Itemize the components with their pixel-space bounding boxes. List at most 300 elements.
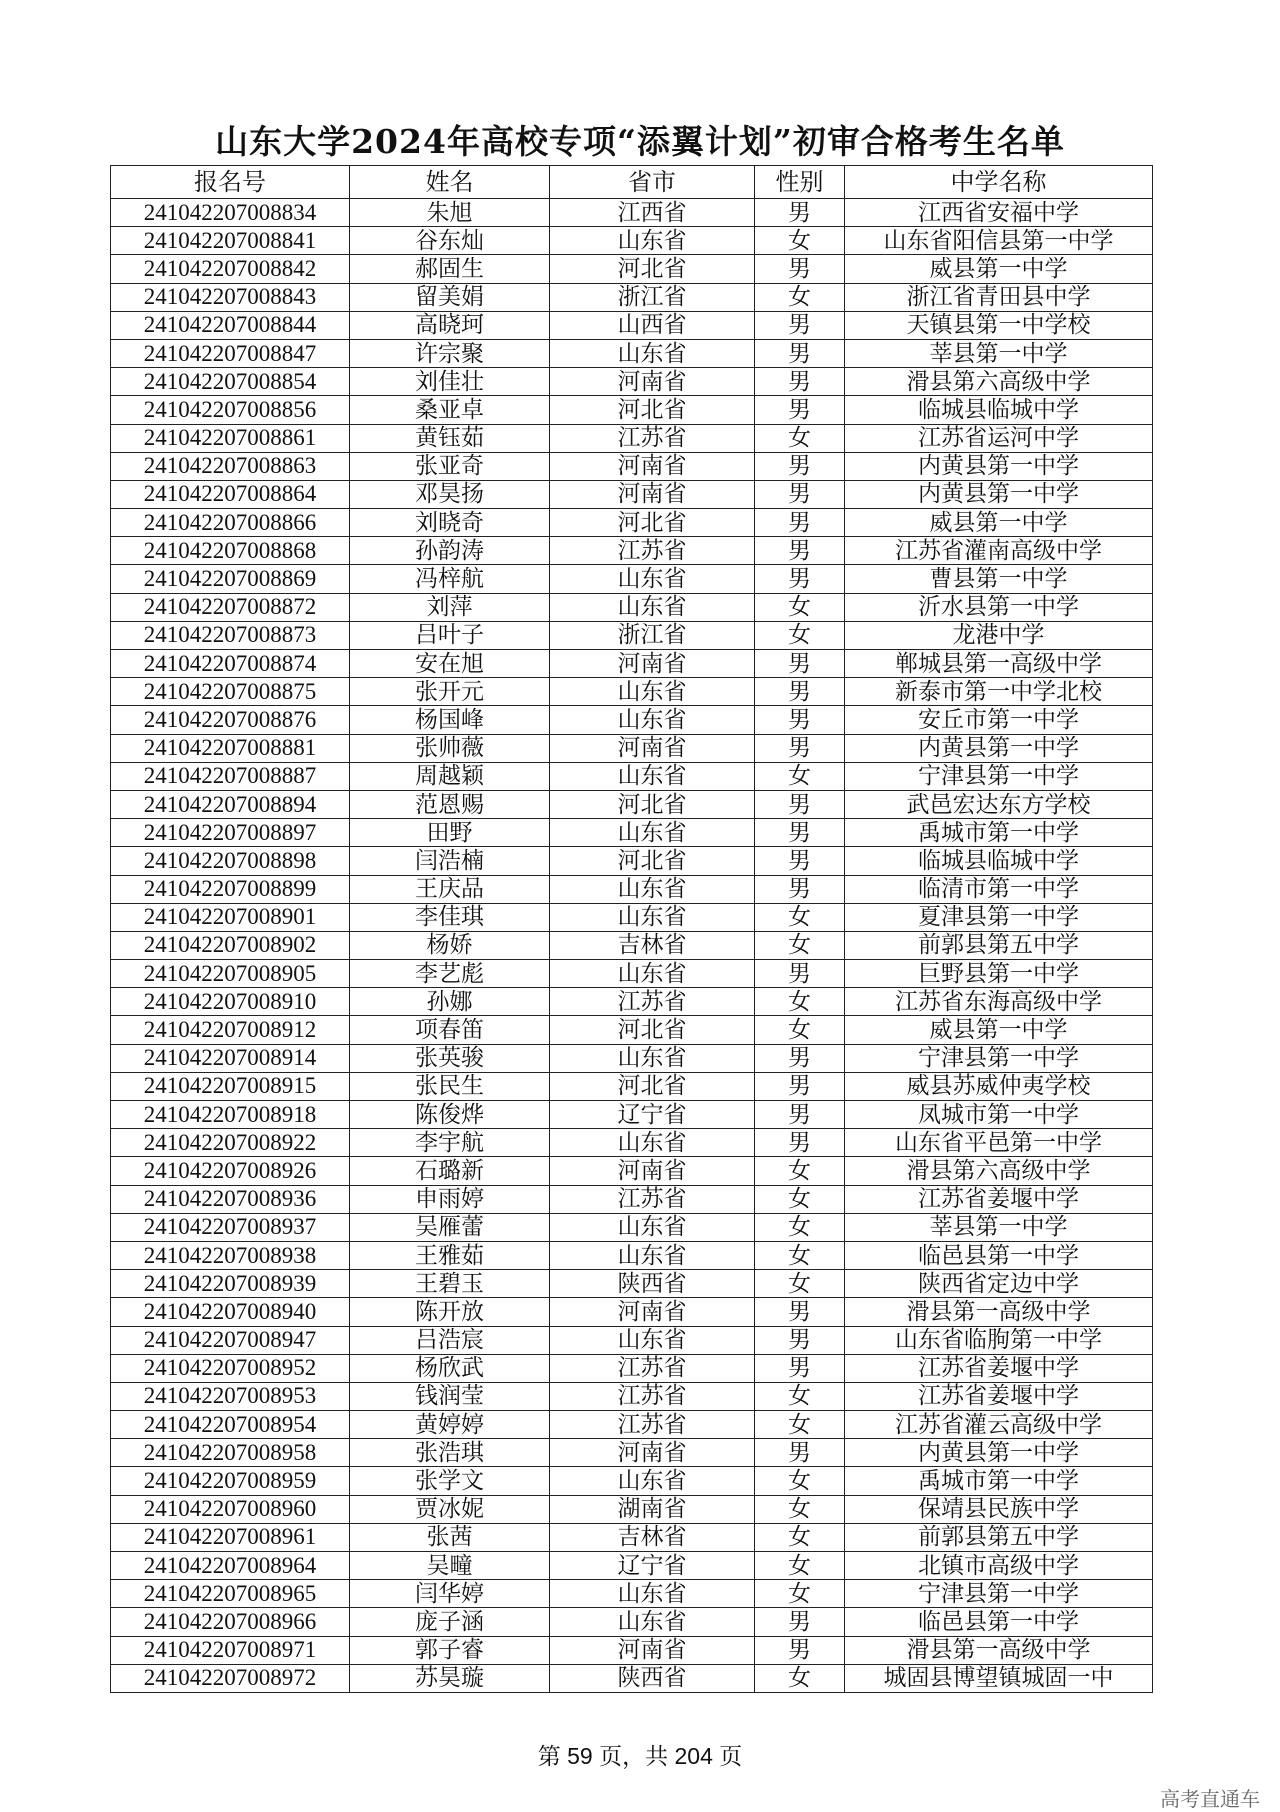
province-cell: 河南省 [550,1439,755,1467]
gender-cell: 男 [755,1101,845,1129]
gender-cell: 男 [755,650,845,678]
table-row [111,424,1153,452]
school-cell: 滑县第一高级中学 [845,1636,1153,1664]
gender-cell: 女 [755,1270,845,1298]
name-cell: 张开元 [350,678,550,706]
table-row [111,565,1153,593]
school-cell: 禹城市第一中学 [845,819,1153,847]
school-cell: 莘县第一中学 [845,1213,1153,1241]
province-cell: 陕西省 [550,1270,755,1298]
registration-number-cell: 241042207008899 [111,875,350,903]
gender-cell: 男 [755,480,845,508]
school-cell: 内黄县第一中学 [845,480,1153,508]
school-cell: 龙港中学 [845,621,1153,649]
school-cell: 凤城市第一中学 [845,1101,1153,1129]
name-cell: 项春笛 [350,1016,550,1044]
registration-number-cell: 241042207008965 [111,1580,350,1608]
table-row [111,1439,1153,1467]
gender-cell: 女 [755,1241,845,1269]
table-row [111,1241,1153,1269]
name-cell: 王碧玉 [350,1270,550,1298]
registration-number-cell: 241042207008847 [111,339,350,367]
gender-cell: 女 [755,988,845,1016]
school-cell: 内黄县第一中学 [845,1439,1153,1467]
school-cell: 临邑县第一中学 [845,1241,1153,1269]
gender-cell: 女 [755,1185,845,1213]
gender-cell: 男 [755,1044,845,1072]
school-cell: 天镇县第一中学校 [845,311,1153,339]
gender-cell: 女 [755,1382,845,1410]
registration-number-cell: 241042207008915 [111,1072,350,1100]
table-row [111,199,1153,227]
registration-number-cell: 241042207008958 [111,1439,350,1467]
name-cell: 范恩赐 [350,790,550,818]
name-cell: 张帅薇 [350,734,550,762]
school-cell: 滑县第六高级中学 [845,368,1153,396]
school-cell: 武邑宏达东方学校 [845,790,1153,818]
school-cell: 江苏省姜堰中学 [845,1354,1153,1382]
table-row [111,621,1153,649]
school-cell: 滑县第一高级中学 [845,1298,1153,1326]
registration-number-cell: 241042207008866 [111,509,350,537]
school-cell: 城固县博望镇城固一中 [845,1664,1153,1692]
column-header-name: 姓名 [350,166,550,199]
school-cell: 内黄县第一中学 [845,734,1153,762]
name-cell: 冯梓航 [350,565,550,593]
registration-number-cell: 241042207008926 [111,1157,350,1185]
registration-number-cell: 241042207008841 [111,227,350,255]
name-cell: 陈俊烨 [350,1101,550,1129]
table-row [111,1101,1153,1129]
registration-number-cell: 241042207008966 [111,1608,350,1636]
gender-cell: 男 [755,734,845,762]
school-cell: 山东省阳信县第一中学 [845,227,1153,255]
table-row [111,1270,1153,1298]
watermark: 高考直通车 [1160,1787,1260,1811]
name-cell: 留美娟 [350,283,550,311]
document-title: 山东大学2024年高校专项“添翼计划”初审合格考生名单 [215,122,1065,161]
name-cell: 张学文 [350,1467,550,1495]
table-row [111,931,1153,959]
province-cell: 浙江省 [550,621,755,649]
candidate-table [110,165,1153,1693]
gender-cell: 男 [755,1326,845,1354]
gender-cell: 女 [755,1411,845,1439]
gender-cell: 女 [755,1580,845,1608]
gender-cell: 女 [755,1016,845,1044]
registration-number-cell: 241042207008964 [111,1552,350,1580]
table-row [111,903,1153,931]
name-cell: 杨国峰 [350,706,550,734]
gender-cell: 男 [755,509,845,537]
registration-number-cell: 241042207008914 [111,1044,350,1072]
gender-cell: 女 [755,283,845,311]
school-cell: 江苏省姜堰中学 [845,1185,1153,1213]
table-row [111,1636,1153,1664]
table-row [111,1157,1153,1185]
table-row [111,1326,1153,1354]
table-row [111,1213,1153,1241]
name-cell: 黄婷婷 [350,1411,550,1439]
table-row [111,1523,1153,1551]
table-row [111,1072,1153,1100]
registration-number-cell: 241042207008938 [111,1241,350,1269]
province-cell: 山东省 [550,903,755,931]
province-cell: 河南省 [550,1636,755,1664]
gender-cell: 男 [755,1439,845,1467]
gender-cell: 男 [755,368,845,396]
name-cell: 闫浩楠 [350,847,550,875]
school-cell: 安丘市第一中学 [845,706,1153,734]
name-cell: 朱旭 [350,199,550,227]
registration-number-cell: 241042207008897 [111,819,350,847]
table-row [111,227,1153,255]
registration-number-cell: 241042207008952 [111,1354,350,1382]
name-cell: 张浩琪 [350,1439,550,1467]
gender-cell: 女 [755,593,845,621]
registration-number-cell: 241042207008894 [111,790,350,818]
registration-number-cell: 241042207008918 [111,1101,350,1129]
school-cell: 江苏省灌云高级中学 [845,1411,1153,1439]
table-row [111,368,1153,396]
gender-cell: 男 [755,875,845,903]
province-cell: 山东省 [550,1213,755,1241]
table-row [111,255,1153,283]
name-cell: 王雅茹 [350,1241,550,1269]
table-row [111,650,1153,678]
registration-number-cell: 241042207008869 [111,565,350,593]
registration-number-cell: 241042207008905 [111,960,350,988]
school-cell: 沂水县第一中学 [845,593,1153,621]
name-cell: 高晓珂 [350,311,550,339]
province-cell: 山东省 [550,339,755,367]
table-row [111,1664,1153,1692]
table-row [111,706,1153,734]
registration-number-cell: 241042207008875 [111,678,350,706]
registration-number-cell: 241042207008910 [111,988,350,1016]
table-row [111,1044,1153,1072]
name-cell: 吴疃 [350,1552,550,1580]
province-cell: 河北省 [550,847,755,875]
school-cell: 威县第一中学 [845,1016,1153,1044]
column-header-school: 中学名称 [845,166,1153,199]
gender-cell: 女 [755,227,845,255]
table-row [111,1467,1153,1495]
registration-number-cell: 241042207008844 [111,311,350,339]
gender-cell: 男 [755,396,845,424]
name-cell: 钱润莹 [350,1382,550,1410]
name-cell: 刘萍 [350,593,550,621]
gender-cell: 男 [755,1636,845,1664]
table-row [111,480,1153,508]
name-cell: 刘佳壮 [350,368,550,396]
name-cell: 吴雁蕾 [350,1213,550,1241]
province-cell: 河南省 [550,650,755,678]
school-cell: 北镇市高级中学 [845,1552,1153,1580]
registration-number-cell: 241042207008842 [111,255,350,283]
school-cell: 宁津县第一中学 [845,1580,1153,1608]
province-cell: 河北省 [550,790,755,818]
province-cell: 江苏省 [550,1382,755,1410]
name-cell: 陈开放 [350,1298,550,1326]
school-cell: 临清市第一中学 [845,875,1153,903]
province-cell: 河南省 [550,452,755,480]
registration-number-cell: 241042207008873 [111,621,350,649]
name-cell: 申雨婷 [350,1185,550,1213]
province-cell: 山东省 [550,1326,755,1354]
registration-number-cell: 241042207008960 [111,1495,350,1523]
name-cell: 苏昊璇 [350,1664,550,1692]
province-cell: 山东省 [550,706,755,734]
school-cell: 前郭县第五中学 [845,1523,1153,1551]
gender-cell: 男 [755,537,845,565]
registration-number-cell: 241042207008972 [111,1664,350,1692]
table-row [111,988,1153,1016]
gender-cell: 女 [755,1157,845,1185]
table-row [111,509,1153,537]
registration-number-cell: 241042207008936 [111,1185,350,1213]
name-cell: 黄钰茹 [350,424,550,452]
school-cell: 临城县临城中学 [845,847,1153,875]
school-cell: 江苏省灌南高级中学 [845,537,1153,565]
school-cell: 山东省临朐第一中学 [845,1326,1153,1354]
name-cell: 王庆品 [350,875,550,903]
table-row [111,1298,1153,1326]
registration-number-cell: 241042207008922 [111,1129,350,1157]
province-cell: 山东省 [550,227,755,255]
school-cell: 内黄县第一中学 [845,452,1153,480]
gender-cell: 女 [755,1495,845,1523]
registration-number-cell: 241042207008843 [111,283,350,311]
name-cell: 张茜 [350,1523,550,1551]
school-cell: 威县第一中学 [845,509,1153,537]
name-cell: 田野 [350,819,550,847]
province-cell: 山东省 [550,1580,755,1608]
table-row [111,1354,1153,1382]
gender-cell: 男 [755,960,845,988]
province-cell: 山东省 [550,678,755,706]
table-row [111,1552,1153,1580]
name-cell: 贾冰妮 [350,1495,550,1523]
table-row [111,339,1153,367]
registration-number-cell: 241042207008961 [111,1523,350,1551]
gender-cell: 男 [755,565,845,593]
page-footer: 第 59 页，共 204 页 [537,1743,743,1769]
province-cell: 山东省 [550,1241,755,1269]
gender-cell: 女 [755,931,845,959]
name-cell: 庞子涵 [350,1608,550,1636]
province-cell: 河北省 [550,255,755,283]
school-cell: 莘县第一中学 [845,339,1153,367]
registration-number-cell: 241042207008864 [111,480,350,508]
table-row [111,1016,1153,1044]
table-row [111,1129,1153,1157]
name-cell: 张亚奇 [350,452,550,480]
school-cell: 前郭县第五中学 [845,931,1153,959]
school-cell: 郸城县第一高级中学 [845,650,1153,678]
school-cell: 临邑县第一中学 [845,1608,1153,1636]
registration-number-cell: 241042207008861 [111,424,350,452]
registration-number-cell: 241042207008939 [111,1270,350,1298]
table-row [111,875,1153,903]
column-header-registration-number: 报名号 [111,166,350,199]
province-cell: 浙江省 [550,283,755,311]
column-header-province: 省市 [550,166,755,199]
registration-number-cell: 241042207008863 [111,452,350,480]
table-row [111,1495,1153,1523]
name-cell: 李艺彪 [350,960,550,988]
registration-number-cell: 241042207008959 [111,1467,350,1495]
name-cell: 李宇航 [350,1129,550,1157]
table-row [111,283,1153,311]
gender-cell: 男 [755,255,845,283]
name-cell: 郝固生 [350,255,550,283]
province-cell: 河南省 [550,734,755,762]
province-cell: 山东省 [550,960,755,988]
gender-cell: 男 [755,706,845,734]
table-row [111,819,1153,847]
province-cell: 河北省 [550,396,755,424]
name-cell: 孙娜 [350,988,550,1016]
school-cell: 滑县第六高级中学 [845,1157,1153,1185]
name-cell: 张民生 [350,1072,550,1100]
table-row [111,1411,1153,1439]
table-row [111,790,1153,818]
registration-number-cell: 241042207008874 [111,650,350,678]
registration-number-cell: 241042207008856 [111,396,350,424]
table-row [111,537,1153,565]
name-cell: 闫华婷 [350,1580,550,1608]
name-cell: 邓昊扬 [350,480,550,508]
province-cell: 陕西省 [550,1664,755,1692]
gender-cell: 女 [755,762,845,790]
table-row [111,1185,1153,1213]
province-cell: 江苏省 [550,537,755,565]
school-cell: 浙江省青田县中学 [845,283,1153,311]
province-cell: 山东省 [550,875,755,903]
name-cell: 孙韵涛 [350,537,550,565]
province-cell: 河北省 [550,1016,755,1044]
school-cell: 新泰市第一中学北校 [845,678,1153,706]
table-row [111,311,1153,339]
province-cell: 河北省 [550,1072,755,1100]
school-cell: 江苏省东海高级中学 [845,988,1153,1016]
school-cell: 江苏省运河中学 [845,424,1153,452]
name-cell: 郭子睿 [350,1636,550,1664]
school-cell: 宁津县第一中学 [845,762,1153,790]
gender-cell: 男 [755,790,845,818]
gender-cell: 男 [755,1608,845,1636]
table-row [111,1382,1153,1410]
school-cell: 保靖县民族中学 [845,1495,1153,1523]
province-cell: 湖南省 [550,1495,755,1523]
name-cell: 谷东灿 [350,227,550,255]
province-cell: 山东省 [550,1467,755,1495]
gender-cell: 男 [755,339,845,367]
table-row [111,678,1153,706]
school-cell: 江西省安福中学 [845,199,1153,227]
school-cell: 威县第一中学 [845,255,1153,283]
school-cell: 夏津县第一中学 [845,903,1153,931]
province-cell: 江西省 [550,199,755,227]
province-cell: 江苏省 [550,988,755,1016]
province-cell: 河南省 [550,368,755,396]
name-cell: 吕浩宸 [350,1326,550,1354]
table-row [111,452,1153,480]
province-cell: 山东省 [550,762,755,790]
registration-number-cell: 241042207008954 [111,1411,350,1439]
gender-cell: 男 [755,847,845,875]
gender-cell: 男 [755,452,845,480]
registration-number-cell: 241042207008876 [111,706,350,734]
school-cell: 威县苏威仲夷学校 [845,1072,1153,1100]
province-cell: 吉林省 [550,931,755,959]
gender-cell: 男 [755,199,845,227]
registration-number-cell: 241042207008947 [111,1326,350,1354]
gender-cell: 女 [755,621,845,649]
school-cell: 山东省平邑第一中学 [845,1129,1153,1157]
table-row [111,593,1153,621]
registration-number-cell: 241042207008953 [111,1382,350,1410]
registration-number-cell: 241042207008902 [111,931,350,959]
province-cell: 吉林省 [550,1523,755,1551]
gender-cell: 女 [755,1467,845,1495]
province-cell: 山东省 [550,593,755,621]
registration-number-cell: 241042207008912 [111,1016,350,1044]
gender-cell: 男 [755,678,845,706]
school-cell: 禹城市第一中学 [845,1467,1153,1495]
gender-cell: 男 [755,1129,845,1157]
school-cell: 宁津县第一中学 [845,1044,1153,1072]
name-cell: 张英骏 [350,1044,550,1072]
province-cell: 辽宁省 [550,1552,755,1580]
province-cell: 山东省 [550,819,755,847]
name-cell: 李佳琪 [350,903,550,931]
province-cell: 山东省 [550,1044,755,1072]
school-cell: 曹县第一中学 [845,565,1153,593]
registration-number-cell: 241042207008887 [111,762,350,790]
gender-cell: 女 [755,903,845,931]
school-cell: 临城县临城中学 [845,396,1153,424]
school-cell: 巨野县第一中学 [845,960,1153,988]
name-cell: 周越颖 [350,762,550,790]
gender-cell: 男 [755,1354,845,1382]
table-row [111,960,1153,988]
gender-cell: 女 [755,1523,845,1551]
province-cell: 河南省 [550,1157,755,1185]
name-cell: 桑亚卓 [350,396,550,424]
table-row [111,1608,1153,1636]
registration-number-cell: 241042207008872 [111,593,350,621]
registration-number-cell: 241042207008868 [111,537,350,565]
registration-number-cell: 241042207008937 [111,1213,350,1241]
registration-number-cell: 241042207008898 [111,847,350,875]
province-cell: 河南省 [550,480,755,508]
province-cell: 山东省 [550,1608,755,1636]
gender-cell: 女 [755,1664,845,1692]
gender-cell: 女 [755,1552,845,1580]
province-cell: 山西省 [550,311,755,339]
gender-cell: 女 [755,424,845,452]
table-row [111,1580,1153,1608]
province-cell: 河南省 [550,1298,755,1326]
name-cell: 许宗聚 [350,339,550,367]
school-cell: 陕西省定边中学 [845,1270,1153,1298]
province-cell: 江苏省 [550,424,755,452]
gender-cell: 男 [755,819,845,847]
name-cell: 刘晓奇 [350,509,550,537]
gender-cell: 男 [755,1298,845,1326]
